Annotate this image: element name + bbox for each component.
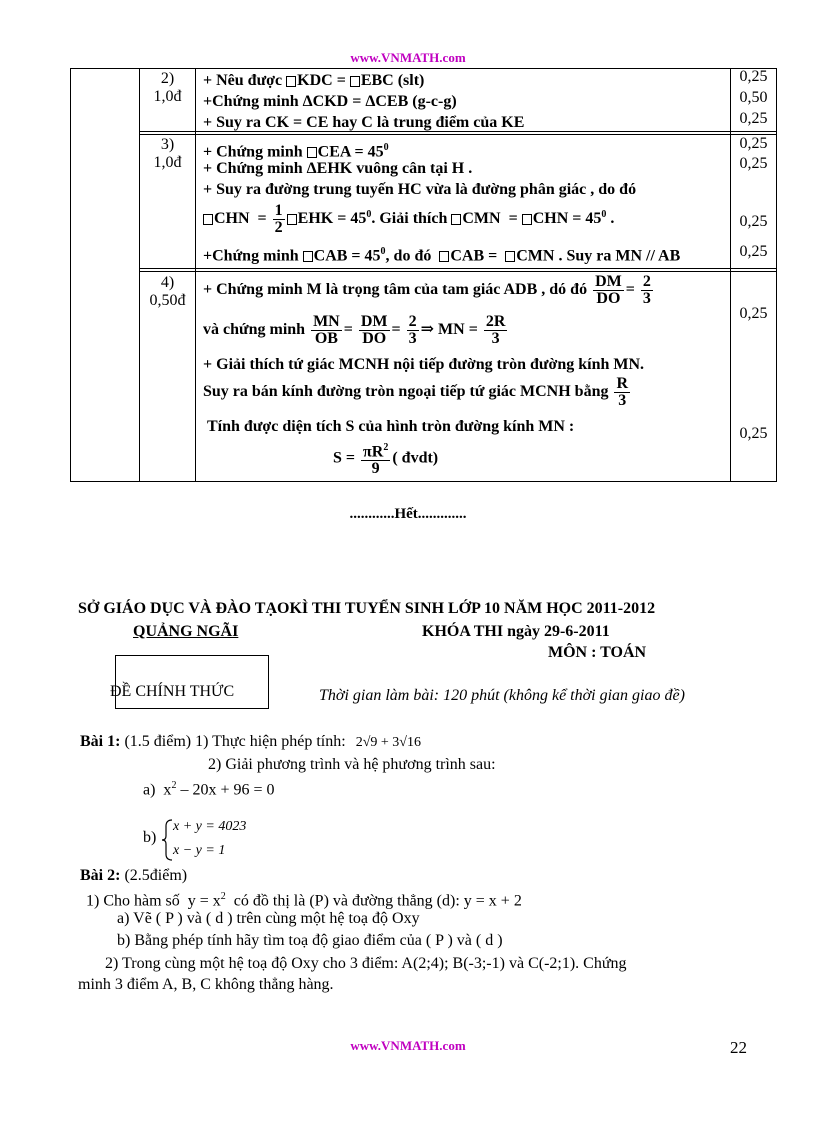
- angle-icon: [203, 214, 213, 225]
- end-mark: ............Hết.............: [349, 506, 467, 522]
- row-divider-2: [139, 268, 776, 269]
- table-col-divider-2: [195, 68, 196, 482]
- brace-icon: [160, 818, 174, 862]
- header-site[interactable]: www.VNMATH.com: [350, 50, 466, 65]
- row-divider-2b: [139, 271, 776, 272]
- table-top-border: [70, 68, 776, 69]
- row3-cell: [140, 274, 195, 310]
- table-left-border: [70, 68, 71, 482]
- bai1-points: (1.5 điểm): [124, 733, 192, 750]
- dept: SỞ GIÁO DỤC VÀ ĐÀO TẠO: [78, 600, 290, 617]
- score: 0,25: [739, 135, 768, 152]
- angle-icon: [307, 147, 317, 158]
- official-label: ĐỀ CHÍNH THỨC: [110, 683, 235, 700]
- row3-line3: + Giải thích tứ giác MCNH nội tiếp đường tròn đường kính MN.: [203, 356, 645, 373]
- angle-icon: [286, 76, 296, 87]
- bai2-points: (2.5điểm): [124, 867, 188, 884]
- row3-line6: S = $\frac{\pi R^2}{9}$ ( đvdt): [333, 442, 439, 478]
- row3-line1: + Chứng minh M là trọng tâm của tam giác ADB , dó đó $\frac{DM}{DO}$ = $\frac{2}{3}$: [203, 273, 651, 307]
- row1-line2: +Chứng minh ΔCKD = ΔCEB (g-c-g): [203, 93, 457, 110]
- row2-num: 3): [160, 136, 175, 153]
- angle-icon: [303, 251, 313, 262]
- exam-header-line1: [78, 600, 655, 618]
- row1-num: 2): [160, 70, 175, 87]
- row2-line2: + Chứng minh ΔEHK vuông cân tại H .: [203, 160, 473, 177]
- row2-cell: [140, 136, 195, 172]
- table-bottom-border: [70, 481, 776, 482]
- angle-icon: [350, 76, 360, 87]
- row2-line3: + Suy ra đường trung tuyến HC vừa là đường phân giác , do đó: [203, 181, 637, 198]
- score: 0,50: [739, 89, 768, 106]
- province: QUẢNG NGÃI: [133, 623, 239, 640]
- bai1-line1: [80, 733, 421, 752]
- bai2-l4: 2) Trong cùng một hệ toạ độ Oxy cho 3 điểm: A(2;4); B(-3;-1) và C(-2;1). Chứng: [105, 955, 627, 972]
- time-note: Thời gian làm bài: 120 phút (không kể thời gian giao đề): [319, 687, 685, 704]
- bai1-q1: 1) Thực hiện phép tính:: [195, 733, 346, 750]
- bai1-b1: x + y = 4023: [173, 819, 247, 834]
- row3-num: 4): [160, 274, 175, 291]
- angle-icon: [522, 214, 532, 225]
- table-right-border: [776, 68, 777, 482]
- row1-line1: + Nêu được KDC = EBC (slt): [203, 72, 425, 89]
- row2-pts: 1,0đ: [153, 154, 182, 171]
- score: 0,25: [739, 305, 768, 322]
- bai1-label: Bài 1:: [80, 733, 121, 750]
- score: 0,25: [739, 155, 768, 172]
- session: KHÓA THI ngày 29-6-2011: [422, 623, 610, 640]
- row1-cell: [140, 70, 195, 106]
- angle-icon: [451, 214, 461, 225]
- score: 0,25: [739, 110, 768, 127]
- row3-line5: Tính được diện tích S của hình tròn đường kính MN :: [207, 418, 575, 435]
- bai2-l2: a) Vẽ ( P ) và ( d ) trên cùng một hệ toạ độ Oxy: [117, 910, 420, 927]
- page-number: 22: [730, 1038, 747, 1057]
- row3-line2: và chứng minh $\frac{MN}{OB}$ = $\frac{DM}{DO}$ = $\frac{2}{3}$ ⇒ MN = $\frac{2R}{3}$: [203, 313, 506, 347]
- bai2-label: Bài 2:: [80, 867, 121, 884]
- bai2-l1: 1) Cho hàm số $y = x^2$ có đồ thị là (P) và đường thẳng (d): y = x + 2: [86, 891, 522, 910]
- score: 0,25: [739, 68, 768, 85]
- row1-pts: 1,0đ: [153, 88, 182, 105]
- bai1-b2: x − y = 1: [173, 843, 226, 858]
- row3-line4: Suy ra bán kính đường tròn ngoại tiếp tứ giác MCNH bằng $\frac{R}{3}$: [203, 375, 629, 409]
- score: 0,25: [739, 425, 768, 442]
- bai1-q2: 2) Giải phương trình và hệ phương trình sau:: [208, 756, 496, 773]
- subject: MÔN : TOÁN: [548, 644, 647, 661]
- score: 0,25: [739, 243, 768, 260]
- footer-site[interactable]: www.VNMATH.com: [350, 1038, 466, 1053]
- angle-icon: [505, 251, 515, 262]
- row2-line4: CHN = $\frac{1}{2}$ EHK = $45^0$. Giải thích CMN = CHN = $45^0$ .: [203, 203, 614, 236]
- bai1-a: a) $x^2 - 20x + 96 = 0$: [143, 780, 275, 799]
- row1-scores: [731, 68, 776, 128]
- row2-line5: +Chứng minh CAB = $45^0$, do đó CAB = CMN . Suy ra MN // AB: [203, 246, 681, 265]
- row3-pts: 0,50đ: [149, 292, 186, 309]
- score: 0,25: [739, 213, 768, 230]
- bai2-l5: minh 3 điểm A, B, C không thẳng hàng.: [78, 976, 334, 993]
- bai1-expr: 2√9 + 3√16: [355, 735, 421, 750]
- bai1-b-label: b): [143, 829, 157, 846]
- bai2-l3: b) Bằng phép tính hãy tìm toạ độ giao điểm của ( P ) và ( d ): [117, 932, 503, 949]
- angle-icon: [287, 214, 297, 225]
- table-col-divider-3: [730, 68, 731, 482]
- row2-line1: + Chứng minh CEA = $45^0$: [203, 142, 389, 161]
- row-divider-1b: [139, 134, 776, 135]
- exam-title: KÌ THI TUYỂN SINH LỚP 10 NĂM HỌC 2011-2012: [289, 600, 656, 617]
- official-box: [110, 655, 269, 709]
- bai2-line0: [80, 867, 187, 885]
- angle-icon: [439, 251, 449, 262]
- row1-line3: + Suy ra CK = CE hay C là trung điểm của KE: [203, 114, 525, 131]
